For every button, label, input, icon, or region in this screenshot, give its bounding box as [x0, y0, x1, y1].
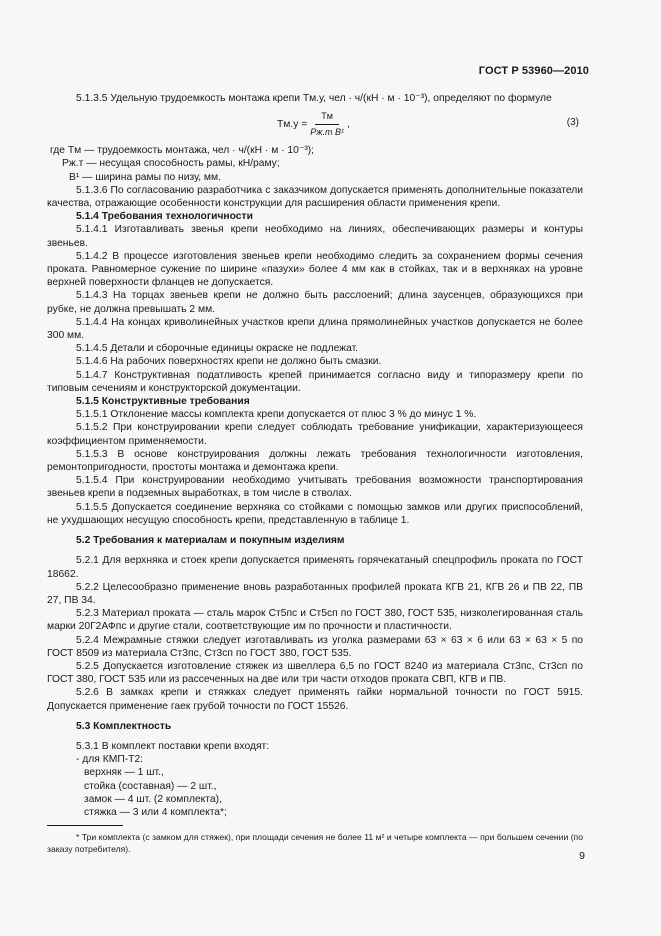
heading-5-2: 5.2 Требования к материалам и покупным изделиям [76, 535, 345, 547]
paragraph-5-1-3-5: 5.1.3.5 Удельную трудоемкость монтажа крепи Tм.у, чел · ч/(кН · м · 10⁻³), определяют по формуле [76, 93, 552, 104]
formula-denominator: Pж.т B¹ [310, 127, 344, 138]
paragraph-5-1-5-2: 5.1.5.2 При конструировании крепи следует соблюдать требование унификации, характеризующееся коэффициентом применяемости. [47, 422, 583, 447]
paragraph-5-2-4: 5.2.4 Межрамные стяжки следует изготавливать из уголка размерами 63 × 63 × 6 или 63 × 63 × 5 по ГОСТ 8509 из материала Ст3пс, Ст3сп по ГОСТ 380, ГОСТ 535. [47, 634, 583, 659]
kit-list-item: стяжка — 3 или 4 комплекта*; [84, 806, 227, 818]
formula-3 [47, 106, 583, 142]
document-body [47, 92, 583, 855]
paragraph-5-1-4-1: 5.1.4.1 Изготавливать звенья крепи необходимо на линиях, обеспечивающих размеры и контуры звеньев. [47, 224, 583, 249]
heading-5-3: 5.3 Комплектность [76, 720, 172, 732]
paragraph-5-1-4-4: 5.1.4.4 На концах криволинейных участков крепи длина прямолинейных участков допускается не более 300 мм. [47, 316, 583, 342]
paragraph-5-1-5-3: 5.1.5.3 В основе конструирования должны лежать требования технологичности изготовления, ремонтопригодности, простоты монтажа и демонтажа крепи. [47, 448, 583, 474]
formula-lhs: Tм.у = [277, 119, 308, 131]
kit-list-item: верхняк — 1 шт., [84, 767, 164, 779]
formula-number: (3) [566, 117, 579, 129]
paragraph-5-2-6: 5.2.6 В замках крепи и стяжках следует применять гайки нормальной точности по ГОСТ 5915. Допускается применение гаек грубой точности по ГОСТ 15526. [47, 687, 583, 712]
document-code: ГОСТ Р 53960—2010 [478, 65, 589, 77]
footnote-divider [47, 825, 123, 826]
paragraph-5-1-4-3: 5.1.4.3 На торцах звеньев крепи не должно быть расслоений; длина заусенцев, образующихся при рубке, не должна превышать 2 мм. [47, 290, 583, 315]
definition-tm: где Tм — трудоемкость монтажа, чел · ч/(кН · м · 10⁻³); [50, 145, 315, 157]
paragraph-5-1-5-4: 5.1.5.4 При конструировании необходимо учитывать требования возможности транспортирования звеньев крепи в подземных выработках, в том числе в стволах. [47, 475, 583, 500]
paragraph-5-1-4-6: 5.1.4.6 На рабочих поверхностях крепи не должно быть смазки. [76, 356, 382, 368]
page-number: 9 [579, 850, 585, 862]
definition-b1: B¹ — ширина рамы по низу, мм. [69, 171, 221, 183]
paragraph-5-1-4-2: 5.1.4.2 В процессе изготовления звеньев крепи необходимо следить за сохранением формы сечения проката. Равномерное сужение по ширине «пазухи» более 4 мм как в стойках, так и в верхняках на уровне верхней поверхности фланцев не допускается. [47, 250, 583, 289]
paragraph-5-1-5-5: 5.1.5.5 Допускается соединение верхняка со стойками с помощью замков или других приспособлений, не ухудшающих несущую способность крепи, представленную в таблице 1. [47, 501, 583, 526]
kit-list-head: - для КМП-Т2: [76, 754, 144, 766]
paragraph-5-1-4-7: 5.1.4.7 Конструктивная податливость крепей принимается согласно виду и типоразмеру крепи по типовым сечениям и конструкторской документации. [47, 369, 583, 394]
kit-list-item: замок — 4 шт. (2 комплекта), [84, 793, 222, 805]
footnote: * Три комплекта (с замком для стяжек), при площади сечения не более 11 м² и четыре комплекта — при большем сечении (по заказу потребителя). [47, 832, 583, 855]
paragraph-5-1-3-6: 5.1.3.6 По согласованию разработчика с заказчиком допускается применять дополнительные показатели качества, отражающие особенности конструкции для расширения области применения крепи. [47, 184, 583, 210]
heading-5-1-4: 5.1.4 Требования технологичности [76, 211, 253, 223]
formula-fraction [310, 110, 344, 139]
kit-list-item: стойка (составная) — 2 шт., [84, 780, 217, 792]
paragraph-5-1-5-1: 5.1.5.1 Отклонение массы комплекта крепи допускается от плюс 3 % до минус 1 %. [76, 409, 477, 421]
paragraph-5-3-1: 5.3.1 В комплект поставки крепи входят: [76, 740, 270, 752]
heading-5-1-5: 5.1.5 Конструктивные требования [76, 396, 250, 408]
formula-tail: , [346, 119, 350, 131]
paragraph-5-2-5: 5.2.5 Допускается изготовление стяжек из швеллера 6,5 по ГОСТ 8240 из материала Ст3пс, Ст3сп по ГОСТ 380, ГОСТ 535 или из рассеченных на две или три части отходов проката СВП, КГВ и ПВ. [47, 660, 583, 686]
kit-list [47, 753, 583, 819]
paragraph-5-2-3: 5.2.3 Материал проката — сталь марок Ст5пс и Ст5сп по ГОСТ 380, ГОСТ 535, низколегированная сталь марки 20Г2АФпс и другие стали, соответствующие им по прочности и пластичности. [47, 608, 583, 633]
paragraph-5-2-2: 5.2.2 Целесообразно применение вновь разработанных профилей проката КГВ 21, КГВ 26 и ПВ 22, ПВ 27, ПВ 34. [47, 581, 583, 606]
paragraph-5-2-1: 5.2.1 Для верхняка и стоек крепи допускается применять горячекатаный спецпрофиль проката по ГОСТ 18662. [47, 555, 583, 580]
definition-pzht: Pж.т — несущая способность рамы, кН/раму; [62, 158, 280, 170]
paragraph-5-1-4-5: 5.1.4.5 Детали и сборочные единицы окраске не подлежат. [76, 343, 359, 355]
formula-numerator: Tм [315, 110, 339, 125]
